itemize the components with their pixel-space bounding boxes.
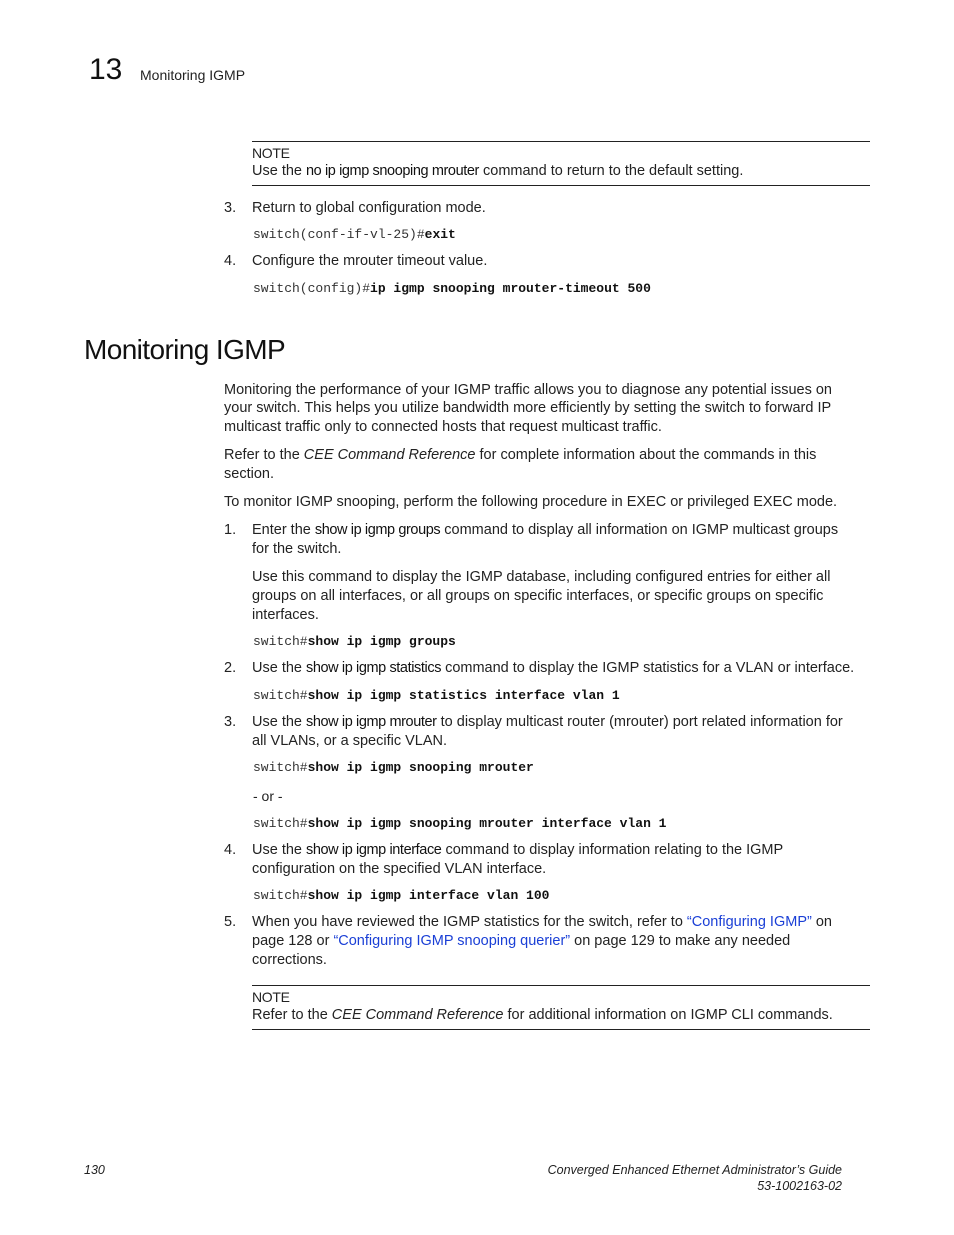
intro-line-3: multicast traffic only to connected hosts that request multicast traffic. [224,419,662,435]
code-command: exit [424,227,456,242]
refer-start: Refer to the [224,447,304,463]
code-prompt: switch(config)# [253,281,371,296]
book-title: Converged Enhanced Ethernet Administrator’s Guide [547,1163,842,1177]
note-text [252,162,870,180]
code-prompt: switch# [253,816,308,831]
note-text [252,1006,870,1024]
step-text-end: on page 129 to make any needed [570,933,791,949]
step-detail-line-1: Use this command to display the IGMP database, including configured entries for either all [252,569,831,585]
refer-line-2: section. [224,466,274,482]
step-text [252,713,843,732]
step-text-line-2: all VLANs, or a specific VLAN. [252,733,448,749]
or-separator: - or - [253,788,283,804]
code-prompt: switch# [253,760,308,775]
step-text-end: to display multicast router (mrouter) port related information for [436,714,843,730]
intro-line-1: Monitoring the performance of your IGMP traffic allows you to diagnose any potential issues on [224,382,832,398]
step-number: 1. [224,522,237,538]
step-detail-line-2: groups on all interfaces, or all groups on specific interfaces, or specific groups on specific [252,588,824,604]
section-title: Monitoring IGMP [84,334,286,365]
step-command: show ip igmp statistics [306,660,442,676]
step-text-end: command to display information relating to the IGMP [441,842,784,858]
step-text-start: When you have reviewed the IGMP statistics for the switch, refer to [252,914,687,930]
step-text-start: page 128 or [252,933,334,949]
step-text: Configure the mrouter timeout value. [252,253,488,269]
step-text [252,913,832,932]
chapter-title: Monitoring IGMP [140,67,246,83]
link-configuring-igmp-snooping-querier[interactable]: “Configuring IGMP snooping querier” [333,933,571,949]
step-text-line-2 [252,932,790,951]
step-detail-line-3: interfaces. [252,607,319,623]
note-box [252,985,870,1030]
note-text-start: Use the [252,163,306,179]
code-prompt: switch# [253,634,308,649]
step-text-line-3: corrections. [252,952,327,968]
book-reference: CEE Command Reference [331,1007,504,1023]
code-line [253,227,456,243]
step-number: 3. [224,200,237,216]
step-number: 4. [224,253,237,269]
step-text-start: Use the [252,714,306,730]
intro-line-2: your switch. This helps you utilize bandwidth more efficiently by setting the switch to forward IP [224,400,832,416]
step-text-end: on [811,914,832,930]
note-text-end: command to return to the default setting. [478,163,744,179]
step-number: 3. [224,714,237,730]
procedure-intro: To monitor IGMP snooping, perform the following procedure in EXEC or privileged EXEC mode. [224,494,838,510]
code-prompt: switch# [253,888,308,903]
refer-end: for complete information about the commands in this [475,447,817,463]
step-text-end: command to display all information on IGMP multicast groups [440,522,839,538]
step-text-end: command to display the IGMP statistics for a VLAN or interface. [441,660,855,676]
code-line [253,888,549,904]
refer-line-1 [224,446,816,465]
code-command: ip igmp snooping mrouter-timeout 500 [370,281,651,296]
code-command: show ip igmp snooping mrouter [307,760,534,775]
doc-number: 53-1002163-02 [757,1179,842,1193]
code-command: show ip igmp groups [307,634,456,649]
code-prompt: switch(conf-if-vl-25)# [253,227,425,242]
code-line [253,634,456,650]
page-number: 130 [84,1163,105,1177]
code-command: show ip igmp snooping mrouter interface vlan 1 [307,816,667,831]
step-number: 5. [224,914,237,930]
step-text-start: Enter the [252,522,315,538]
note-box [252,141,870,186]
code-line [253,816,666,832]
chapter-number: 13 [89,53,123,86]
step-command: show ip igmp groups [314,522,441,538]
link-configuring-igmp[interactable]: “Configuring IGMP” [686,914,812,930]
step-text: Return to global configuration mode. [252,200,486,216]
note-text-start: Refer to the [252,1007,332,1023]
step-number: 2. [224,660,237,676]
step-text [252,659,854,678]
note-label: NOTE [252,145,290,161]
step-text-start: Use the [252,842,306,858]
step-command: show ip igmp mrouter [306,714,437,730]
step-text-line-2: for the switch. [252,541,342,557]
step-text-start: Use the [252,660,306,676]
code-prompt: switch# [253,688,308,703]
code-line [253,281,651,297]
step-text-line-2: configuration on the specified VLAN interface. [252,861,547,877]
code-command: show ip igmp statistics interface vlan 1 [307,688,620,703]
step-text [252,521,838,540]
note-text-end: for additional information on IGMP CLI commands. [503,1007,833,1023]
book-reference: CEE Command Reference [303,447,476,463]
code-line [253,688,620,704]
step-text [252,841,783,860]
step-number: 4. [224,842,237,858]
code-command: show ip igmp interface vlan 100 [307,888,550,903]
code-line [253,760,534,776]
note-label: NOTE [252,989,290,1005]
note-command: no ip igmp snooping mrouter [306,163,479,179]
step-command: show ip igmp interface [306,842,442,858]
